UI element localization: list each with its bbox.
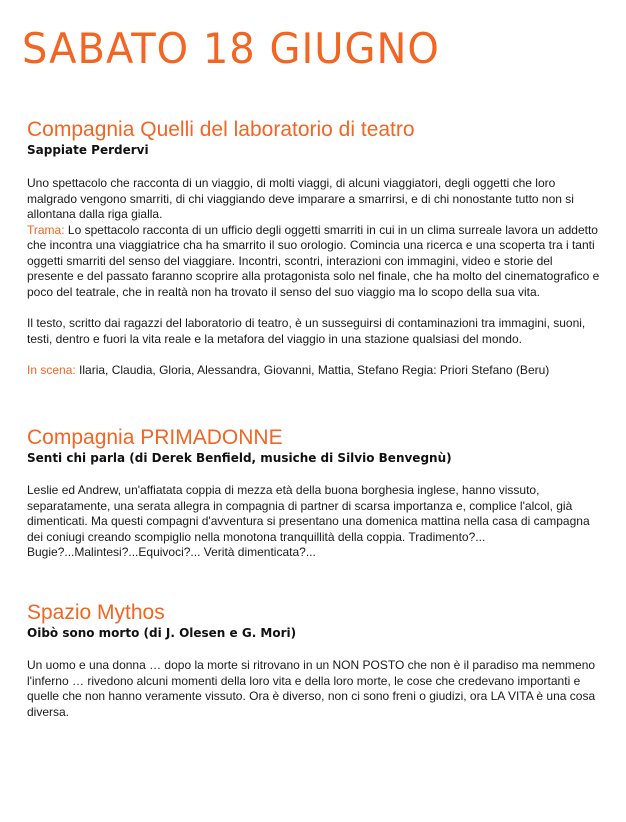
cast-label: In scena: — [27, 363, 76, 377]
section-primadonne — [27, 426, 602, 561]
show-title: Sappiate Perdervi — [27, 143, 149, 157]
text-paragraph: Il testo, scritto dai ragazzi del laboratorio di teatro, è un susseguirsi di contaminazioni tra immagini, suoni, testi, dentro e fuori la vita reale e la metafora del viaggio in una stazione qualsiasi del mondo. — [27, 316, 586, 346]
cast-text: Ilaria, Claudia, Gloria, Alessandra, Giovanni, Mattia, Stefano Regia: Priori Stefano (Beru) — [79, 363, 550, 377]
company-title: Compagnia PRIMADONNE — [27, 426, 283, 449]
date-title: SABATO 18 GIUGNO — [22, 24, 440, 74]
cast-paragraph — [27, 363, 602, 379]
description-paragraph: Un uomo e una donna … dopo la morte si ritrovano in un NON POSTO che non è il paradiso ma nemmeno l'inferno … rivedono alcuni momenti della loro vita e della loro morte, le cose che credevano importanti e quelle che non hanno veramente vissuto. Ora è diverso, non ci sono freni o giudizi, ora LA VITA è una cosa diversa. — [27, 658, 596, 719]
company-title: Spazio Mythos — [27, 601, 165, 624]
plot-text: Lo spettacolo racconta di un ufficio degli oggetti smarriti in cui in un clima surreale lavora un addetto che incontra una viaggiatrice cha ha smarrito il suo orologio. Comincia una ricerca e una scoperta tra i tanti oggetti smarriti del senso del viaggiare. Incontri, scontri, interazioni con immagini, video e storie del presente e del passato faranno scoprire alla protagonista solo nel finale, che ha molto del cinematografico e poco del teatrale, che in realtà non ha trovato il senso del suo viaggio ma lo scopo della sua vita. — [27, 222, 600, 299]
show-title: Oibò sono morto (di J. Olesen e G. Mori) — [27, 626, 297, 640]
show-title: Senti chi parla (di Derek Benfield, musiche di Silvio Benvegnù) — [27, 451, 452, 465]
intro-paragraph: Uno spettacolo che racconta di un viaggio, di molti viaggi, di alcuni viaggiatori, degli oggetti che loro malgrado vengono smarriti, di chi viaggiando deve imparare a smarrirsi, e di chi nonostante tutto non si allontana dalla riga gialla. — [27, 176, 574, 221]
plot-paragraph — [27, 223, 602, 301]
section-quelli-del-laboratorio — [27, 118, 602, 379]
plot-label: Trama: — [27, 222, 65, 237]
section-spazio-mythos — [27, 601, 602, 720]
description-paragraph: Leslie ed Andrew, un'affiatata coppia di mezza età della buona borghesia inglese, hanno vissuto, separatamente, una serata allegra in compagnia di partner di scarsa importanza e, complice l'alcol, già dimenticati. Ma questi compagni d'avventura si presentano una domenica mattina nella casa di campagna dei coniugi creando scompiglio nella monotona tranquillità della coppia. Tradimento?... Bugie?...Malintesi?...Equivoci?... Verità dimenticata?... — [27, 483, 590, 559]
company-title: Compagnia Quelli del laboratorio di teatro — [27, 118, 415, 141]
